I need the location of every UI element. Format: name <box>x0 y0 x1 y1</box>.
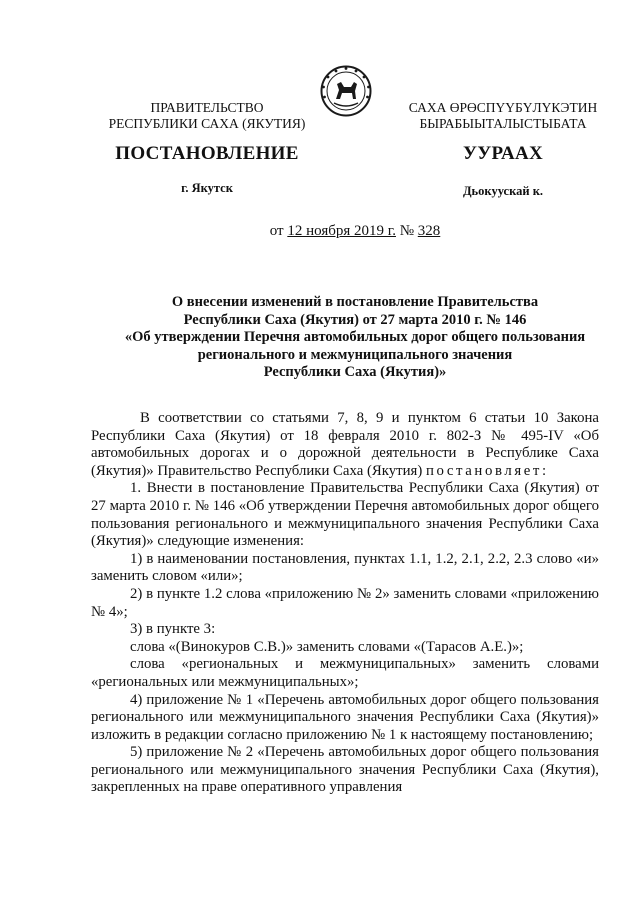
item-1-3: 3) в пункте 3: <box>130 621 216 638</box>
title-line4: регионального и межмуниципального значения <box>197 346 513 363</box>
intro-text: В соответствии со статьями 7, 8, 9 и пунктом 6 статьи 10 Закона Республики Саха (Якутия) от 18 февраля 2010 г. 802-З № 495-IV «Об автомобильных дорогах и о дорожной деятельности в Республике Саха (Якутия)» Правительство Республики Саха (Якутия) <box>91 410 599 479</box>
item-1-5: 5) приложение № 2 «Перечень автомобильных дорог общего пользования регионального или межмуниципального значения Республики Саха (Якутия), закрепленных на праве оперативного управления <box>91 744 599 796</box>
city-ru: г. Якутск <box>181 181 233 195</box>
issuer-sakha-line1: САХА ӨРӨСПҮҮБҮЛҮКЭТИН <box>408 100 598 115</box>
doc-type-sakha: УУРААХ <box>462 143 544 164</box>
decree-number: 328 <box>417 223 441 239</box>
title-line3: «Об утверждении Перечня автомобильных дорог общего пользования <box>124 329 586 345</box>
coat-of-arms-icon <box>320 65 372 122</box>
date-prefix: от <box>269 223 284 239</box>
item-1-1: 1) в наименовании постановления, пунктах 1.1, 1.2, 2.1, 2.2, 2.3 слово «и» заменить словом «или»; <box>91 550 599 585</box>
title-line2: Республики Саха (Якутия) от 27 марта 2010 г. № 146 <box>183 311 527 328</box>
item-1-3-a: слова «(Винокуров С.В.)» заменить словами «(Тарасов А.Е.)»; <box>130 638 524 655</box>
decree-body <box>91 410 599 797</box>
issuer-sakha-line2: БЫРАБЫЫТАЛЫСТЫБАТА <box>419 116 587 131</box>
decree-date: 12 ноября 2019 г. <box>287 223 396 239</box>
title-line5: Республики Саха (Якутия)» <box>263 364 447 380</box>
doc-type-ru: ПОСТАНОВЛЕНИЕ <box>115 143 299 164</box>
decree-title <box>96 294 614 382</box>
item-1-3-b: слова «региональных и межмуниципальных» заменить словами «региональных или межмуниципальных»; <box>91 656 599 690</box>
item-1-2: 2) в пункте 1.2 слова «приложению № 2» заменить словами «приложению № 4»; <box>91 585 599 620</box>
issuer-sakha <box>392 100 614 132</box>
item-1-4: 4) приложение № 1 «Перечень автомобильных дорог общего пользования регионального или межмуниципального значения Республики Саха (Якутия)» изложить в редакции согласно приложению № 1 к настоящему постановлению; <box>91 691 599 743</box>
decree-word: постановляет: <box>425 462 549 479</box>
date-line <box>96 223 614 240</box>
issuer-ru <box>96 100 318 132</box>
issuer-ru-line1: ПРАВИТЕЛЬСТВО <box>150 100 264 115</box>
item-1: 1. Внести в постановление Правительства Республики Саха (Якутия) от 27 марта 2010 г. № 146 «Об утверждении Перечня автомобильных дорог общего пользования регионального и межмуниципального значения Республики Саха (Якутия)» следующие изменения: <box>91 480 599 550</box>
title-line1: О внесении изменений в постановление Правительства <box>171 294 539 310</box>
intro-paragraph <box>91 410 599 480</box>
city-sakha: Дьокуускай к. <box>462 184 544 198</box>
number-prefix: № <box>399 223 415 239</box>
issuer-ru-line2: РЕСПУБЛИКИ САХА (ЯКУТИЯ) <box>108 116 306 131</box>
